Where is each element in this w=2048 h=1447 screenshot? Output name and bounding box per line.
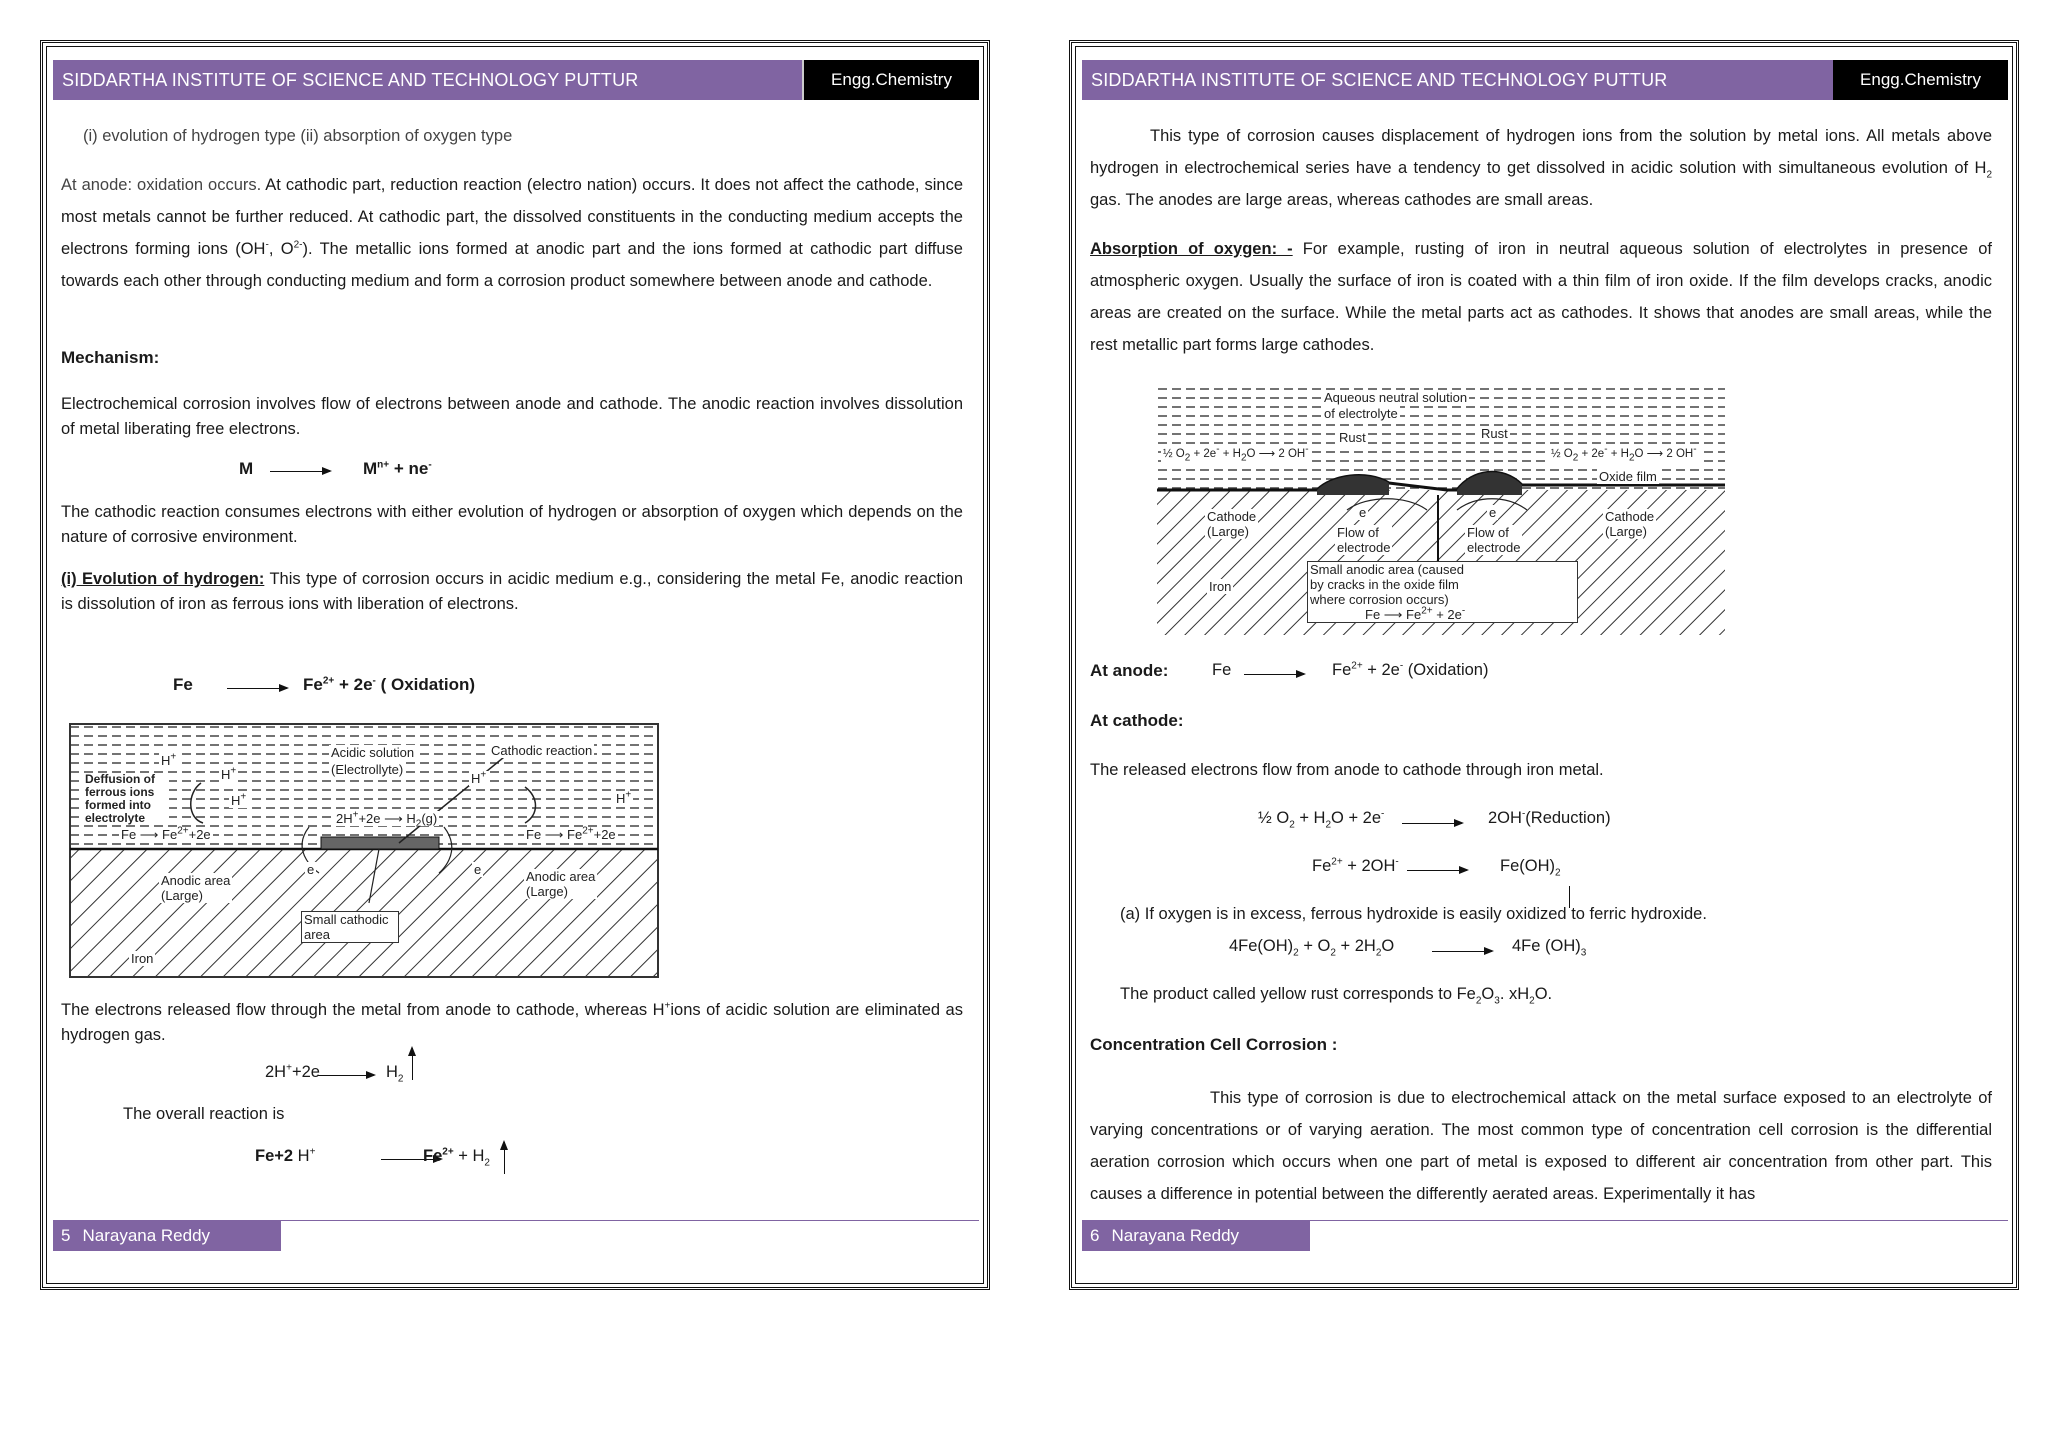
displacement-paragraph: This type of corrosion causes displacement of hydrogen ions from the solution by metal ions. All metals above hydrogen in electrochemical series have a tendency to get dissolved in acidic solution with simultaneous evolution of $H_2$ gas. The anodes are large areas, whereas cathodes are small areas. [1090,127,1992,209]
h2-reaction-label: 2H++2e ⟶ $H_2(g)$ [336,809,438,830]
cathode-right-label: Cathode (Large) [1605,509,1655,539]
concentration-paragraph: This type of corrosion is due to electrochemical attack on the metal surface exposed to an electrolyte of varying concentrations or of varying aeration. The most common type of concentration cell corrosion is the differential aeration corrosion which occurs when one part of metal is exposed to different air concentration from other part. This causes a difference in potential between the differently aerated areas. Experimentally it has [1090,1089,1992,1203]
author-name: Narayana Reddy [1111,1226,1240,1245]
cathodic-reaction-label: Cathodic reaction [491,743,593,758]
eq-fe-oh-left: $Fe^{2+} + 2OH^-$ [1312,856,1399,875]
reaction-arrow [1407,870,1467,871]
yellow-rust-line: The product called yellow rust corresponds to $Fe_2O_3$. $xH_2O$. [1120,985,1553,1007]
institute-name: SIDDARTHA INSTITUTE OF SCIENCE AND TECHNOLOGY PUTTUR [1091,70,1668,90]
reaction-arrow [1244,674,1304,675]
anode-fe: Fe [1212,661,1232,679]
electrolyte-label: (Electrollyte) [331,762,404,777]
reaction-arrow [270,471,330,472]
aqueous-label: Aqueous neutral solution [1324,390,1468,405]
o2-reduction-left: ½ $O_2 + 2e^- + H_2O$ ⟶ 2 OH- [1163,444,1309,464]
intro-line: (i) evolution of hydrogen type (ii) absorption of oxygen type [83,127,513,145]
absorption-paragraph: Absorption of oxygen: - For example, rusting of iron in neutral aqueous solution of electrolytes in presence of atmospheric oxygen. Usually the surface of iron is coated with a thin film of iron oxide. If the film develops cracks, anodic areas are created on the surface. While the metal parts act as cathodes. It shows that anodes are small areas, while the rest metallic part forms large cathodes. [1090,240,1992,354]
h-ion-label: H+ [221,765,237,782]
acidic-solution-label: Acidic solution [331,745,415,760]
overall-reaction-label: The overall reaction is [123,1105,285,1123]
cathode-left-label: Cathode (Large) [1207,509,1257,539]
oxygen-absorption-diagram [1157,385,1725,635]
eq-ferric-right: 4Fe $(OH)_3$ [1512,937,1587,959]
eq-overall-right: $Fe^{2+} + H_2$ [423,1146,490,1169]
flow-left-label: Flow of electrode [1337,525,1391,555]
eq-h-right: $H_2$ [386,1063,404,1085]
page-6 [1069,40,2019,1290]
reaction-arrow [1402,823,1462,824]
at-cathode-label: At cathode: [1090,711,1184,730]
h-ion-label: H+ [616,789,632,806]
o2-reduction-right: ½ $O_2 + 2e^- + H_2O$ ⟶ 2 OH- [1551,444,1697,464]
rust-left-label: Rust [1339,430,1366,445]
anodic-area-left-label: Anodic area (Large) [161,873,231,903]
h-ion-label: H+ [471,769,487,786]
h-ion-label: H+ [161,751,177,768]
institute-name: SIDDARTHA INSTITUTE OF SCIENCE AND TECHNOLOGY PUTTUR [62,70,639,90]
author-name: Narayana Reddy [82,1226,211,1245]
excess-oxygen-line: (a) If oxygen is in excess, ferrous hydroxide is easily oxidized to ferric hydroxide. [1120,905,1707,923]
anode-text-1: At cathodic part, reduction reaction (electro nation) occurs. It does not affect the cathode, since most metals cannot be further reduced. At cathodic part, the dissolved constituents in the conducting medium accepts the electrons forming ions (OH [61,176,963,258]
gas-evolution-arrow [412,1048,413,1080]
eq-reduction-right: 2OH-(Reduction) [1488,808,1611,827]
iron-label: Iron [1209,579,1232,594]
anode-lead: At anode: oxidation occurs. [61,176,262,194]
h-ion-label: H+ [231,791,247,808]
oxide-film-label: Oxide film [1599,469,1657,484]
small-cathodic-label: Small cathodic area [301,911,399,943]
diffusion-label: Deffusion of ferrous ions formed into electrolyte [83,773,169,825]
eq-overall-left: Fe+2 H+ [255,1146,316,1165]
anode-text-2: ). The metallic ions formed at anodic part and the ions formed at cathodic part diffuse towards each other through conducting medium and form a corrosion product somewhere between anode and cathode. [61,240,963,290]
reaction-arrow [318,1075,374,1076]
page-footer [1082,1221,1310,1251]
rust-right-label: Rust [1481,426,1508,441]
evolution-text: This type of corrosion occurs in acidic medium e.g., considering the metal Fe, anodic reaction is dissolution of iron as ferrous ions with liberation of electrons. [61,570,963,613]
eq-reduction-left: ½ $O_2 + H_2O + 2e^-$ [1258,808,1385,831]
page-number: 6 [1090,1226,1100,1245]
at-anode-label: At anode: [1090,661,1169,680]
iron-label: Iron [131,951,154,966]
eq-fe-oh-right: $Fe(OH)_2$ [1500,857,1561,879]
reaction-arrow [1432,951,1492,952]
anodic-area-right-label: Anodic area (Large) [526,869,596,899]
page-5 [40,40,990,1290]
page-header [1082,60,2008,100]
eq-fe-right: $Fe^{2+} + 2e^-$ ( Oxidation) [303,675,476,694]
mechanism-heading: Mechanism: [61,348,160,367]
anode-paragraph: At anode: oxidation occurs. At cathodic part, reduction reaction (electro nation) occurs. It does not affect the cathode, since most metals cannot be further reduced. At cathodic part, the dissolved constituents in the conducting medium accepts the electrons forming ions (OH-, $O^{2-}$). The metallic ions formed at anodic part and the ions formed at cathodic part diffuse towards each other through conducting medium and form a corrosion product somewhere between anode and cathode. [61,176,963,290]
electrolyte-label: of electrolyte [1324,406,1398,421]
eq-fe-left: Fe [173,675,193,694]
mechanism-paragraph: Electrochemical corrosion involves flow of electrons between anode and cathode. The anodic reaction involves dissolution of metal liberating free electrons. [61,395,963,438]
flow-right-label: Flow of electrode [1467,525,1521,555]
gas-evolution-arrow [504,1142,505,1174]
released-paragraph: The released electrons flow from anode to cathode through iron metal. [1090,761,1604,779]
small-anodic-label: Small anodic area (caused by cracks in the oxide film where corrosion occurs) Fe ⟶ $Fe^{2+} + 2e^-$ [1307,561,1578,623]
cathodic-paragraph: The cathodic reaction consumes electrons with either evolution of hydrogen or absorption of oxygen which depends on the nature of corrosive environment. [61,503,963,546]
subject-label: Engg.Chemistry [1833,60,2008,100]
electron-label: e [474,862,482,877]
fe-oxidation-label: Fe ⟶ $Fe^{2+}+2e$ [526,825,616,842]
reaction-arrow [227,688,287,689]
page-header [53,60,979,100]
electron-label: e [1359,505,1367,520]
eq-m-right: $M^{n+} + ne^-$ [363,459,432,478]
eq-h-left: 2H++2e [265,1062,320,1081]
evolution-heading: (i) Evolution of hydrogen: [61,570,265,588]
page-footer [53,1221,281,1251]
electron-label: e [1489,505,1497,520]
eq-ferric-left: $4Fe(OH)_2 + O_2 + 2H_2O$ [1229,937,1395,959]
electrons-paragraph: The electrons released flow through the metal from anode to cathode, whereas H+ions of acidic solution are eliminated as hydrogen gas. [61,1000,963,1044]
fe-oxidation-label: Fe ⟶ $Fe^{2+}+2e$ [121,825,211,842]
concentration-heading: Concentration Cell Corrosion : [1090,1035,1338,1054]
eq-m-left: M [239,459,254,478]
page-number: 5 [61,1226,71,1245]
absorption-heading: Absorption of oxygen: - [1090,240,1293,258]
hydrogen-evolution-diagram [69,723,659,978]
electron-label: e [307,862,315,877]
anode-product: $Fe^{2+} + 2e^-$ (Oxidation) [1332,660,1489,679]
evolution-paragraph [61,567,963,617]
subject-label: Engg.Chemistry [802,60,979,100]
